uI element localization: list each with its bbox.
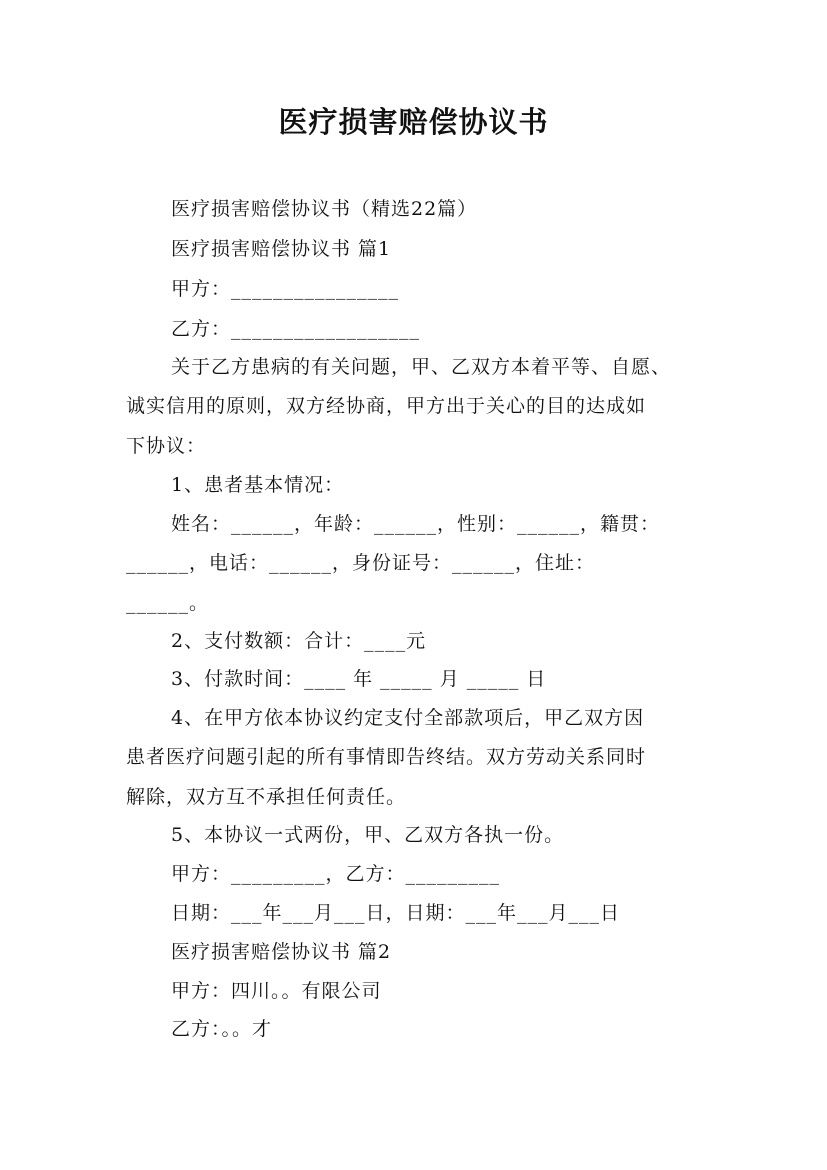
- item-5: 5、本协议一式两份，甲、乙双方各执一份。: [171, 824, 565, 846]
- item-2: 2、支付数额：合计：____元: [171, 630, 427, 652]
- signature-parties: 甲方：_________，乙方：_________: [171, 863, 501, 885]
- item-4-line-2: 患者医疗问题引起的所有事情即告终结。双方劳动关系同时: [126, 746, 647, 768]
- item-1-line-1: 姓名：______，年龄：______，性别：______，籍贯：: [171, 513, 661, 535]
- intro-paragraph-line-1: 关于乙方患病的有关问题，甲、乙双方本着平等、自愿、: [171, 356, 672, 378]
- item-1-line-3: ______。: [126, 592, 210, 614]
- document-subtitle: 医疗损害赔偿协议书（精选22篇）: [171, 198, 478, 220]
- item-1-heading: 1、患者基本情况：: [171, 474, 345, 496]
- party-b-line-2: 乙方：。。才: [171, 1018, 273, 1040]
- intro-paragraph-line-3: 下协议：: [126, 435, 207, 457]
- party-a-line-2: 甲方：四川。。有限公司: [171, 980, 382, 1002]
- section-heading-2: 医疗损害赔偿协议书 篇2: [171, 941, 392, 963]
- signature-dates: 日期：___年___月___日，日期：___年___月___日: [171, 902, 621, 924]
- item-4-line-1: 4、在甲方依本协议约定支付全部款项后，甲乙双方因: [171, 707, 645, 729]
- document-title: 医疗损害赔偿协议书: [278, 105, 549, 139]
- intro-paragraph-line-2: 诚实信用的原则，双方经协商，甲方出于关心的目的达成如: [126, 395, 647, 417]
- section-heading-1: 医疗损害赔偿协议书 篇1: [171, 238, 392, 260]
- item-3: 3、付款时间：____ 年 _____ 月 _____ 日: [171, 668, 547, 690]
- party-a-line: 甲方：________________: [171, 278, 400, 300]
- item-4-line-3: 解除，双方互不承担任何责任。: [126, 786, 407, 808]
- item-1-line-2: ______，电话：______，身份证号：______，住址：: [126, 552, 596, 574]
- party-b-line: 乙方：__________________: [171, 318, 421, 340]
